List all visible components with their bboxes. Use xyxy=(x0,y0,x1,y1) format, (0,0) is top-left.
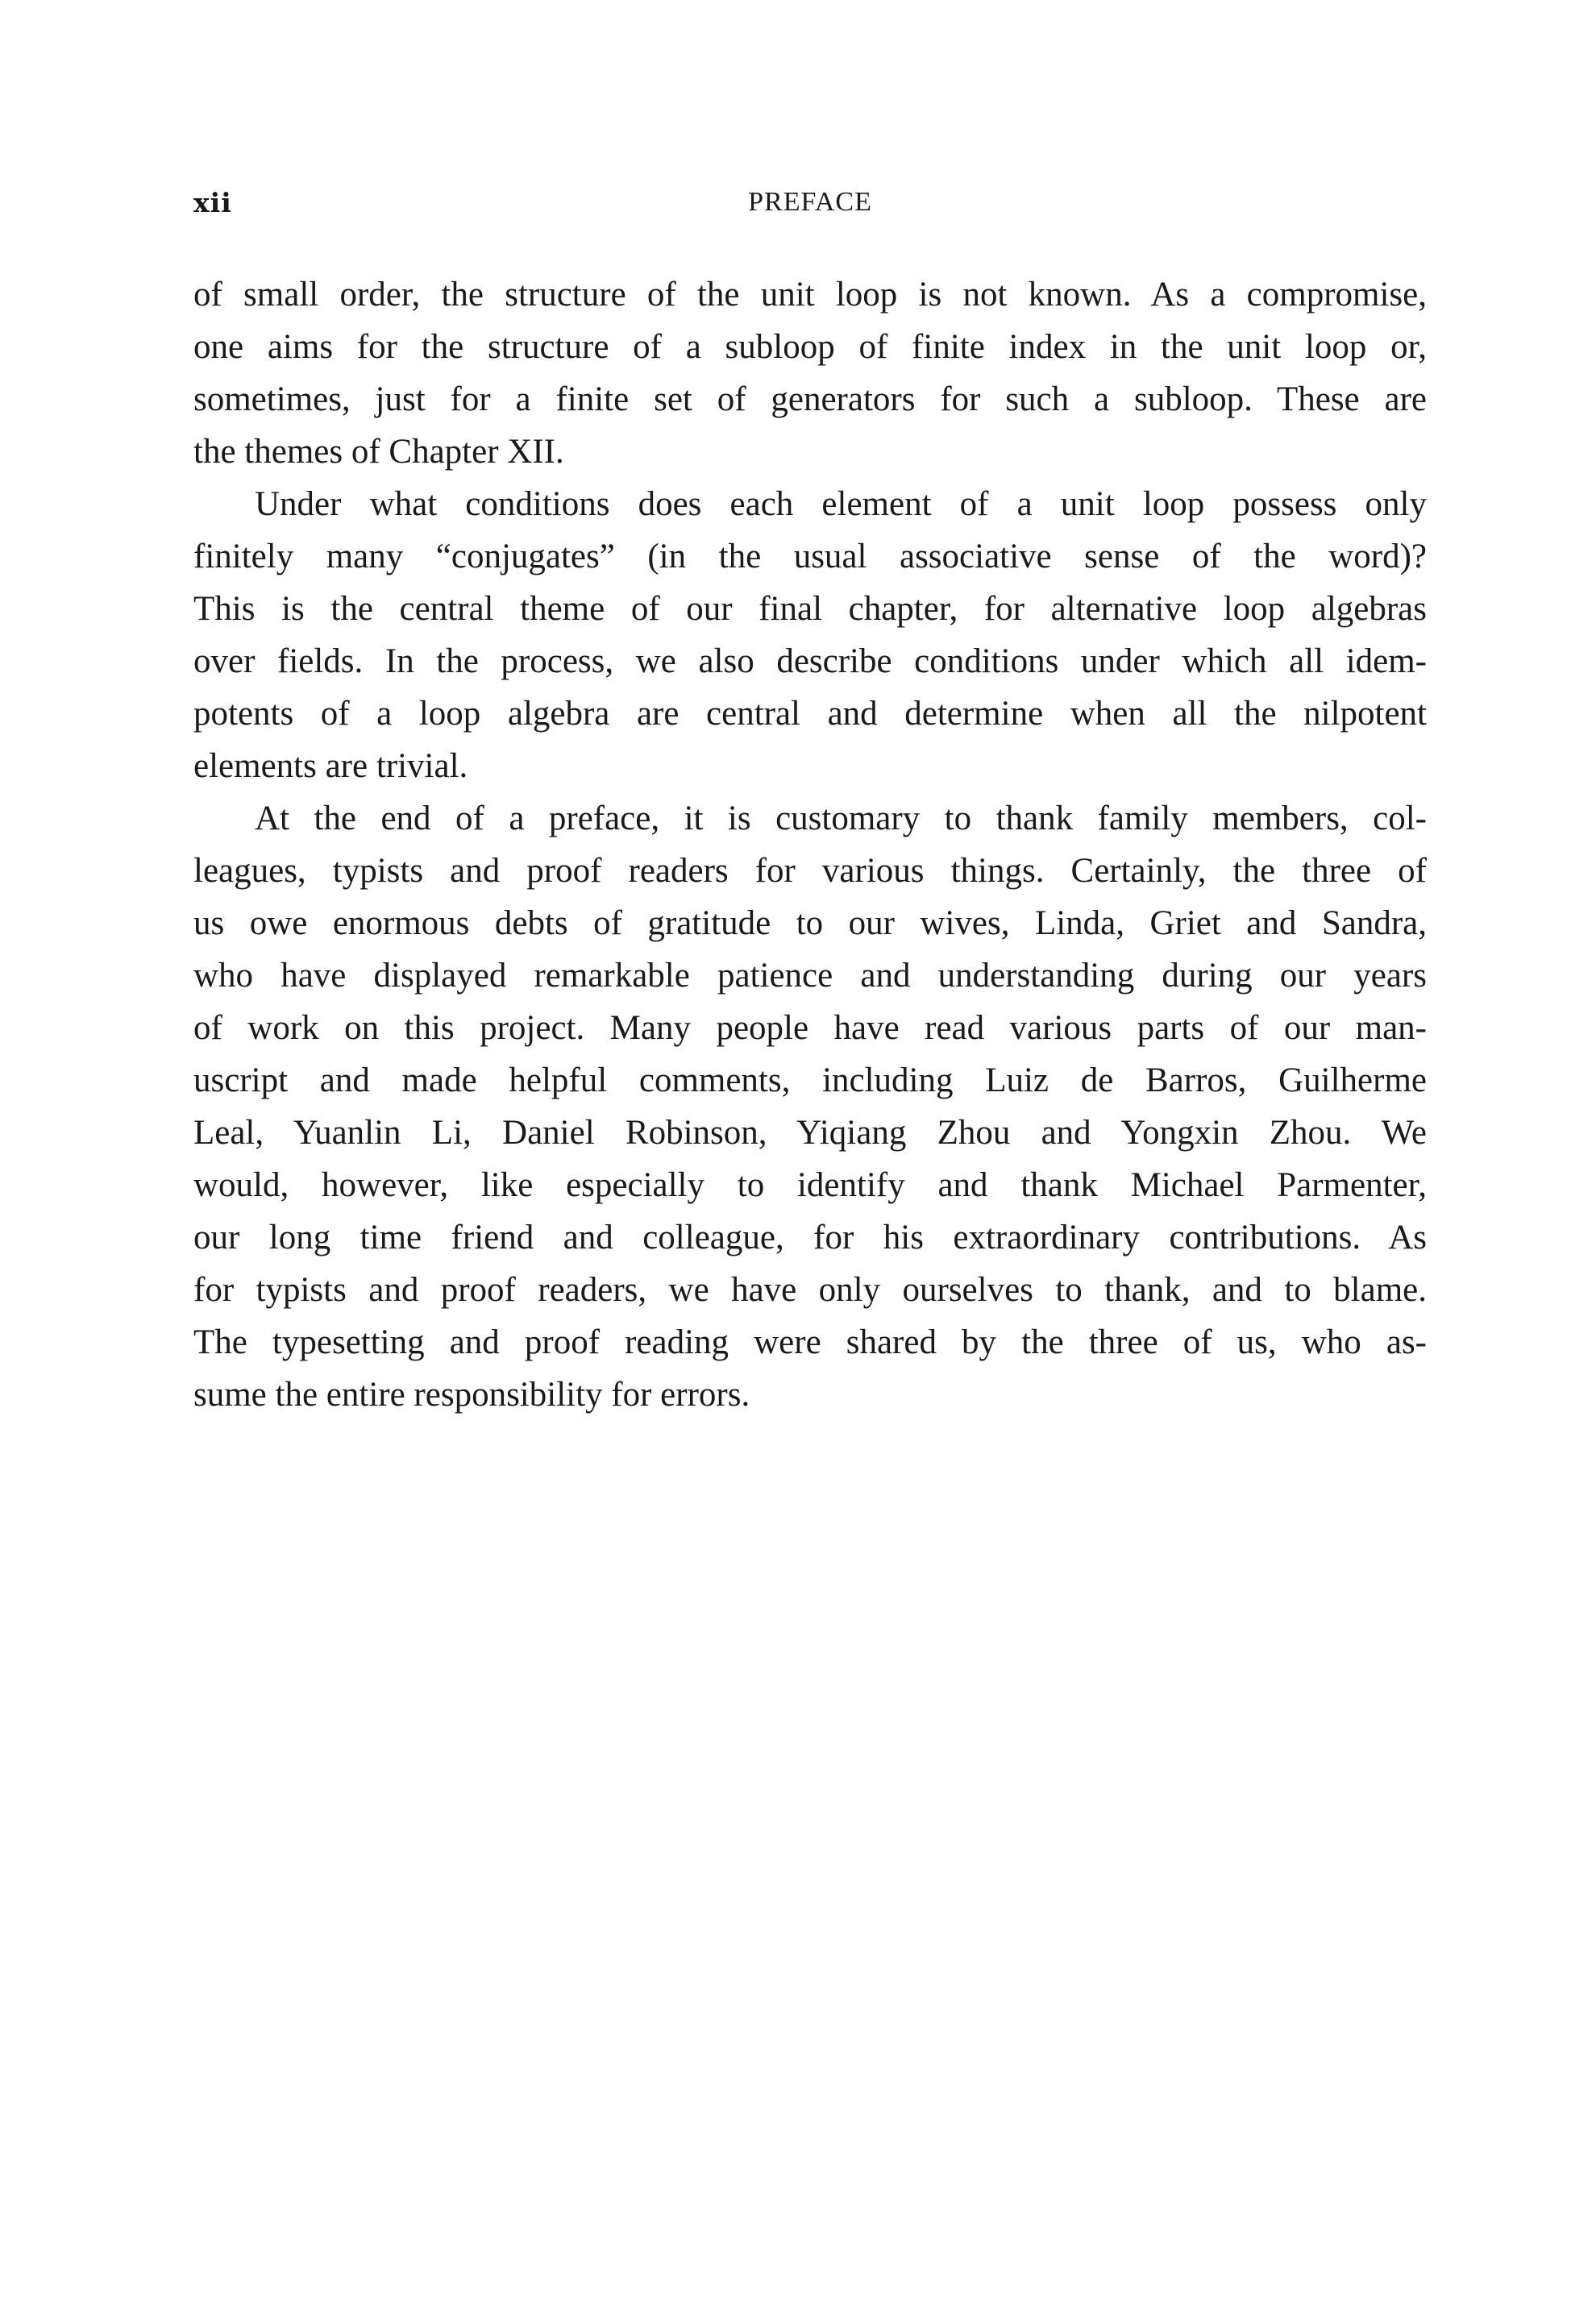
text-line: the themes of Chapter XII. xyxy=(193,433,564,471)
text-line: The typesetting and proof reading were shared by the three of us, who as- xyxy=(193,1323,1427,1361)
text-line: sume the entire responsibility for errors. xyxy=(193,1376,750,1414)
running-title: PREFACE xyxy=(748,187,872,217)
text-line: would, however, like especially to identify and thank Michael Parmenter, xyxy=(193,1166,1427,1204)
text-line: our long time friend and colleague, for his extraordinary contributions. As xyxy=(193,1219,1427,1256)
text-line: of small order, the structure of the unit loop is not known. As a compromise, xyxy=(193,276,1427,314)
text-line: of work on this project. Many people have read various parts of our man- xyxy=(193,1009,1427,1047)
text-line: who have displayed remarkable patience and understanding during our years xyxy=(193,957,1427,995)
text-line: over fields. In the process, we also describe conditions under which all idem- xyxy=(193,642,1427,680)
text-line: finitely many “conjugates” (in the usual associative sense of the word)? xyxy=(193,538,1427,575)
text-line: leagues, typists and proof readers for various things. Certainly, the three of xyxy=(193,852,1427,890)
text-line: sometimes, just for a finite set of generators for such a subloop. These are xyxy=(193,380,1427,418)
paragraph-2 xyxy=(193,478,1427,792)
text-line: uscript and made helpful comments, including Luiz de Barros, Guilherme xyxy=(193,1061,1427,1099)
body-text xyxy=(193,268,1427,1421)
text-line: us owe enormous debts of gratitude to our wives, Linda, Griet and Sandra, xyxy=(193,904,1427,942)
text-line: Leal, Yuanlin Li, Daniel Robinson, Yiqiang Zhou and Yongxin Zhou. We xyxy=(193,1114,1427,1152)
paragraph-1 xyxy=(193,268,1427,478)
text-line: for typists and proof readers, we have only ourselves to thank, and to blame. xyxy=(193,1271,1427,1309)
text-line: This is the central theme of our final chapter, for alternative loop algebras xyxy=(193,590,1427,628)
text-line: At the end of a preface, it is customary to thank family members, col- xyxy=(255,800,1427,837)
text-line: one aims for the structure of a subloop of finite index in the unit loop or, xyxy=(193,328,1427,366)
text-line: elements are trivial. xyxy=(193,747,468,785)
text-line: Under what conditions does each element of a unit loop possess only xyxy=(255,485,1427,523)
running-head xyxy=(193,187,1427,229)
text-line: potents of a loop algebra are central and determine when all the nilpotent xyxy=(193,695,1427,733)
document-page xyxy=(193,0,1427,2297)
page-number: xii xyxy=(193,187,232,218)
paragraph-3 xyxy=(193,792,1427,1421)
